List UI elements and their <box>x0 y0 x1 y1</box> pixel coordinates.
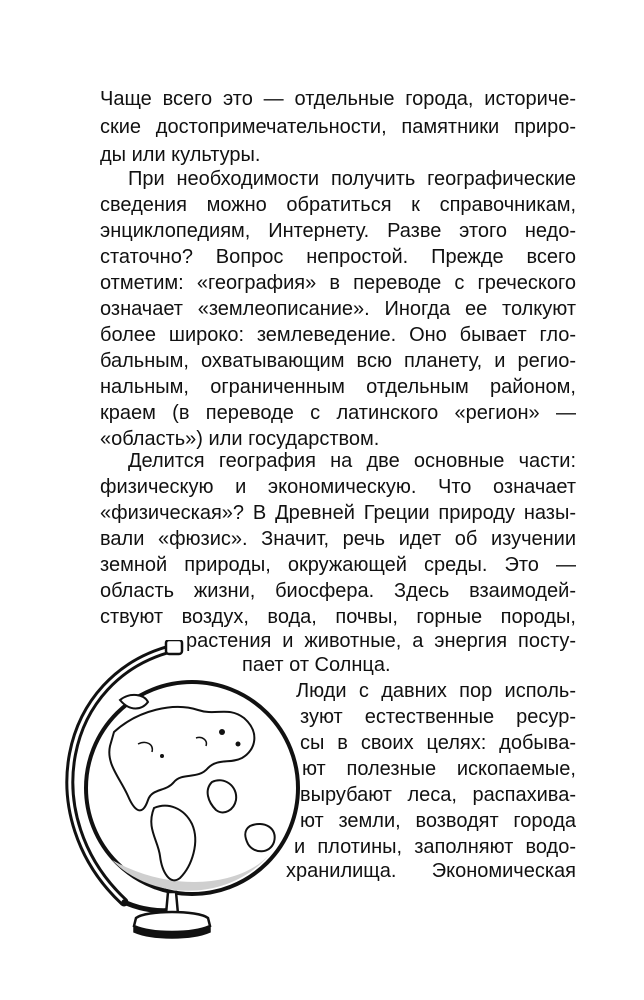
text-line: Делится география на две основные части: <box>128 450 576 472</box>
text-line: растения и животные, а энергия посту- <box>186 630 576 652</box>
text-line: пает от Солнца. <box>242 654 391 676</box>
text-line: область жизни, биосфера. Здесь взаимодей- <box>100 580 576 602</box>
text-line: зуют естественные ресур- <box>300 706 576 728</box>
text-line: ские достопримечательности, памятники приро- <box>100 116 576 138</box>
text-line: физическую и экономическую. Что означает <box>100 476 576 498</box>
globe-top-cap <box>166 640 182 654</box>
text-line: Люди с давних пор исполь- <box>296 680 576 702</box>
text-line: ют земли, возводят города <box>300 810 576 832</box>
text-line: земной природы, окружающей среды. Это — <box>100 554 576 576</box>
text-line: «физическая»? В Древней Греции природу назы- <box>100 502 576 524</box>
text-line: вали «фюзис». Значит, речь идет об изучении <box>100 528 576 550</box>
text-line: ды или культуры. <box>100 144 261 166</box>
text-line: энциклопедиям, Интернету. Разве этого недо- <box>100 220 576 242</box>
globe-illustration <box>42 640 302 940</box>
text-line: отметим: «география» в переводе с греческого <box>100 272 576 294</box>
text-line: вырубают леса, распахива- <box>300 784 576 806</box>
text-line: краем (в переводе с латинского «регион» — <box>100 402 576 424</box>
text-line: более широко: землеведение. Оно бывает гло- <box>100 324 576 346</box>
text-line: ствуют воздух, вода, почвы, горные породы, <box>100 606 576 628</box>
text-line: ют полезные ископаемые, <box>302 758 576 780</box>
text-line: бальным, охватывающим всю планету, и регио- <box>100 350 576 372</box>
text-line: Чаще всего это — отдельные города, историче- <box>100 88 576 110</box>
text-line: и плотины, заполняют водо- <box>294 836 576 858</box>
text-line: статочно? Вопрос непростой. Прежде всего <box>100 246 576 268</box>
text-line: хранилища. Экономическая <box>286 860 576 882</box>
text-line: нальным, ограниченным отдельным районом, <box>100 376 576 398</box>
text-line: сы в своих целях: добыва- <box>300 732 576 754</box>
text-line: сведения можно обратиться к справочникам, <box>100 194 576 216</box>
continent-australia <box>245 824 274 851</box>
text-line: При необходимости получить географические <box>128 168 576 190</box>
globe-stem <box>166 892 178 914</box>
text-line: «область») или государством. <box>100 428 380 450</box>
text-line: означает «землеописание». Иногда ее толкуют <box>100 298 576 320</box>
